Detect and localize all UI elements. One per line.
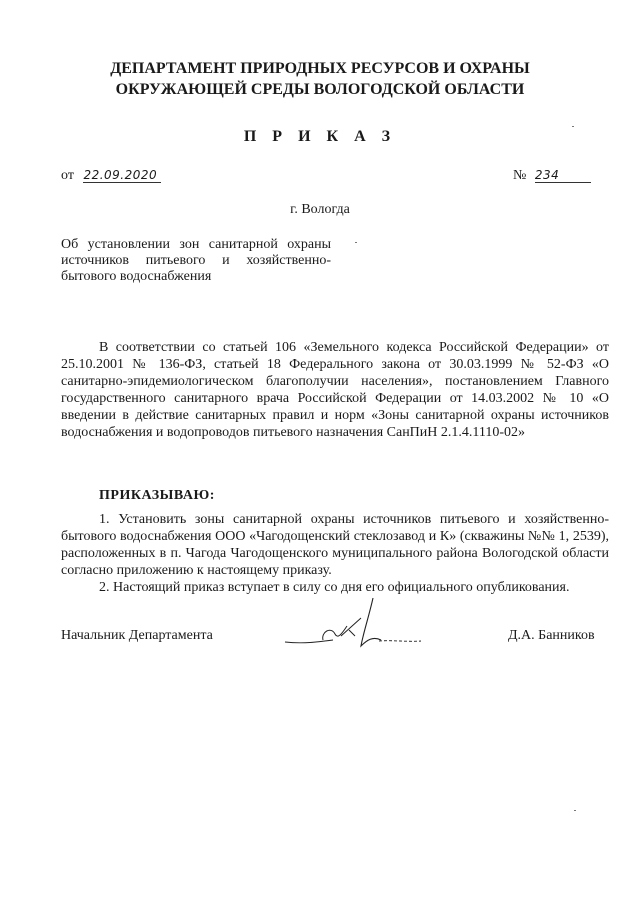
preamble-paragraph: В соответствии со статьей 106 «Земельного кодекса Российской Федерации» от 25.10.2001 № 136-ФЗ, статьей 18 Федерального закона от 30.03.1999 № 52-ФЗ «О санитарно-эпидемиологическом благополучии населения», постановлением Главного государственного санитарного врача Российской Федерации от 14.03.2002 № 10 «О введении в действие санитарных правил и норм «Зоны санитарной охраны источников водоснабжения и водопроводов питьевого назначения СанПиН 2.1.4.1110-02» <box>61 340 609 440</box>
order-item-1: 1. Установить зоны санитарной охраны источников питьевого и хозяйственно-бытового водоснабжения ООО «Чагодощенский стеклозавод и К» (скважины №№ 1, 2539), расположенных в п. Чагода Чагодощенского муниципального района Вологодской области согласно приложению к настоящему приказу. <box>61 512 609 578</box>
date-prefix: от <box>61 168 74 183</box>
order-subject: Об установлении зон санитарной охраны источников питьевого и хозяйственно-бытового водоснабжения <box>61 237 331 284</box>
date-value: 22.09.2020 <box>83 168 161 183</box>
scan-speck <box>574 810 576 811</box>
scan-speck <box>572 126 574 127</box>
department-header-line-1: ДЕПАРТАМЕНТ ПРИРОДНЫХ РЕСУРСОВ И ОХРАНЫ <box>110 60 530 77</box>
order-word: ПРИКАЗЫВАЮ: <box>99 488 215 503</box>
date-field <box>61 168 161 184</box>
number-prefix: № <box>513 168 527 183</box>
order-item-2: 2. Настоящий приказ вступает в силу со дня его официального опубликования. <box>99 580 570 595</box>
signatory-name: Д.А. Банников <box>508 628 595 643</box>
scan-speck <box>355 242 357 243</box>
document-type-title: П Р И К А З <box>243 128 397 145</box>
handwritten-signature <box>283 596 423 666</box>
number-field <box>513 168 591 184</box>
number-value: 234 <box>535 168 591 183</box>
department-header-line-2: ОКРУЖАЮЩЕЙ СРЕДЫ ВОЛОГОДСКОЙ ОБЛАСТИ <box>115 81 525 98</box>
department-header <box>0 58 640 100</box>
city-line: г. Вологда <box>290 202 350 217</box>
signatory-position: Начальник Департамента <box>61 628 213 643</box>
